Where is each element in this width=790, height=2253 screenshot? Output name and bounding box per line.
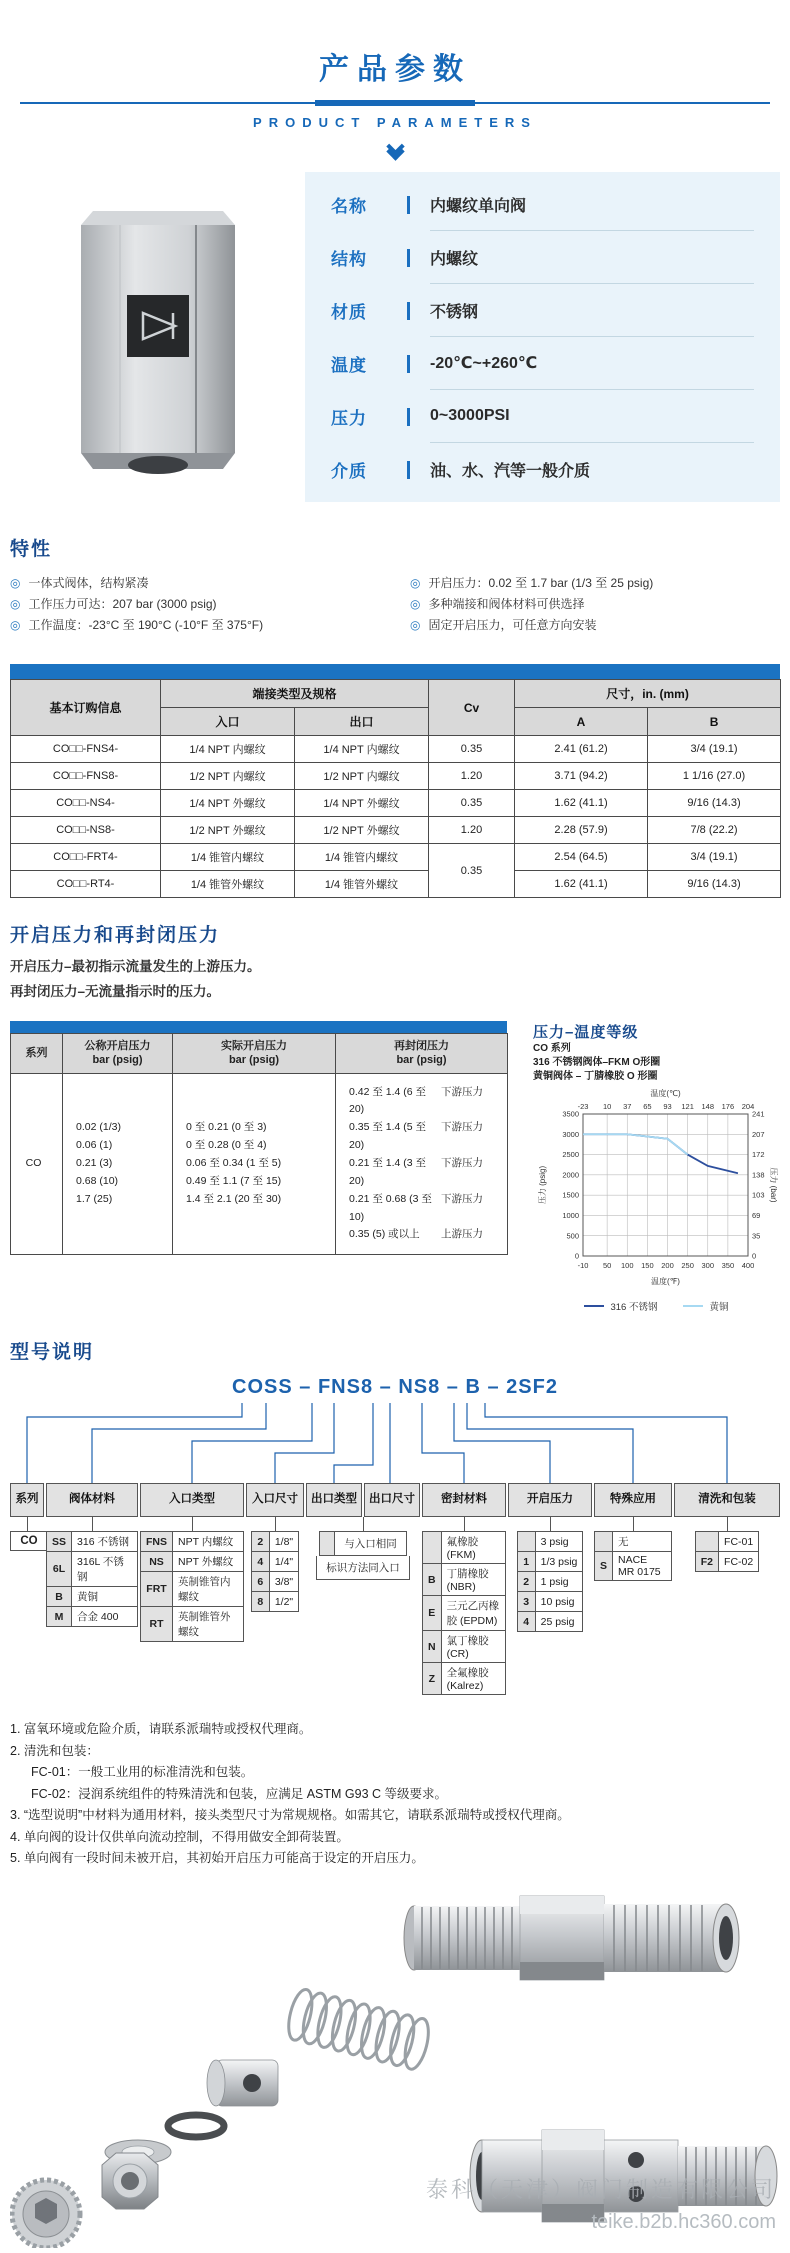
notes-section	[10, 1719, 730, 1870]
svg-text:250: 250	[681, 1261, 694, 1270]
header-cell: Cv	[429, 680, 515, 736]
cell: 1/2 NPT 内螺纹	[161, 763, 295, 790]
bullet-icon: ◎	[410, 597, 421, 611]
feature-item: ◎ 工作温度：-23°C 至 190°C (-10°F 至 375°F)	[10, 615, 410, 636]
chart-plot-area	[533, 1084, 780, 1292]
pressure-table-block	[10, 1021, 507, 1255]
product-overview	[10, 172, 780, 502]
spec-row	[331, 284, 754, 337]
feature-item: ◎ 固定开启压力，可任意方向安装	[410, 615, 653, 636]
table-row	[11, 1073, 508, 1255]
bullet-icon: ◎	[410, 618, 421, 632]
table-row	[11, 790, 781, 817]
header-cell: 出口	[295, 708, 429, 736]
spec-row	[331, 178, 754, 231]
header-cell: A	[515, 708, 648, 736]
svg-text:350: 350	[721, 1261, 735, 1270]
watermark-company: 泰科（天津）阀门制造有限公司	[425, 2176, 776, 2202]
spec-row	[331, 337, 754, 390]
cell: 0.35	[429, 736, 515, 763]
model-code: COSS – FNS8 – NS8 – B – 2SF2	[232, 1376, 558, 1398]
legend-label: 黄铜	[709, 1302, 729, 1313]
svg-text:温度(℃): 温度(℃)	[650, 1089, 681, 1098]
cell: 2.54 (64.5)	[515, 844, 648, 871]
bullet-icon: ◎	[10, 597, 21, 611]
column-header: 出口尺寸	[364, 1483, 420, 1517]
cell: CO	[11, 1073, 63, 1255]
svg-text:100: 100	[621, 1261, 634, 1270]
note-line: 1. 富氧环境或危险介质，请联系派瑞特或授权代理商。	[10, 1722, 312, 1736]
svg-text:207: 207	[752, 1129, 765, 1139]
svg-text:3000: 3000	[562, 1129, 579, 1139]
model-column-outlet	[306, 1483, 420, 1580]
pressure-temperature-chart	[533, 1021, 780, 1313]
bullet-icon: ◎	[10, 576, 21, 590]
header-cell: 公称开启压力 bar (psig)	[63, 1034, 173, 1074]
cell: 1/4 NPT 外螺纹	[161, 790, 295, 817]
svg-text:温度(℉): 温度(℉)	[651, 1277, 680, 1286]
label-bar-icon	[407, 355, 410, 373]
cracking-heading: 开启压力和再封闭压力	[10, 925, 221, 946]
spec-label: 名称	[331, 197, 367, 216]
table-row	[11, 736, 781, 763]
cell: 1/4 NPT 内螺纹	[295, 736, 429, 763]
table-row	[11, 871, 781, 898]
svg-text:10: 10	[602, 1102, 612, 1111]
model-column-series	[10, 1483, 44, 1551]
header-cell: 基本订购信息	[11, 680, 161, 736]
label-bar-icon	[407, 249, 410, 267]
svg-text:35: 35	[752, 1231, 761, 1241]
svg-text:500: 500	[566, 1231, 579, 1241]
note-line: 2. 清洗和包装：	[10, 1743, 99, 1758]
feature-item: ◎ 一体式阀体，结构紧凑	[10, 573, 410, 594]
header-cell: 系列	[11, 1034, 63, 1074]
header-cell: 尺寸，in. (mm)	[515, 680, 781, 708]
svg-text:-10: -10	[577, 1261, 589, 1270]
cell: 1/4 NPT 内螺纹	[161, 736, 295, 763]
svg-text:400: 400	[741, 1261, 755, 1270]
spec-value: 不锈钢	[430, 303, 479, 321]
svg-text:148: 148	[701, 1102, 715, 1111]
cell: 3.71 (94.2)	[515, 763, 648, 790]
spec-value: 油、水、汽等一般介质	[430, 463, 591, 480]
cracking-pressure-section	[10, 920, 780, 1003]
cell: 0.42 至 1.4 (6 至 20) 下游压力 0.35 至 1.4 (5 至 20) 下游压力 0.21 至 1.4 (3 至 20) 下游压力 0.21 至 0.68 (3 至 10) 下游压力 0.35 (5) 或以上 上游压力	[336, 1073, 508, 1255]
product-spec-panel	[305, 172, 780, 502]
product-photo-illustration	[63, 195, 253, 480]
cell: 9/16 (14.3)	[648, 871, 781, 898]
header-cell: 再封闭压力 bar (psig)	[336, 1034, 508, 1074]
spec-value: 内螺纹	[430, 250, 479, 268]
outlet-note-box: 标识方法同入口	[316, 1556, 410, 1580]
svg-text:50: 50	[602, 1261, 612, 1270]
spec-label: 压力	[331, 409, 367, 428]
cell: 1/4 NPT 外螺纹	[295, 790, 429, 817]
model-number-section	[10, 1337, 780, 1695]
cell: 2.28 (57.9)	[515, 817, 648, 844]
ordering-table	[10, 679, 781, 898]
part-threaded-plug	[12, 2180, 80, 2248]
title-divider	[10, 100, 780, 106]
cell: 1 1/16 (27.0)	[648, 763, 781, 790]
svg-text:103: 103	[752, 1190, 765, 1200]
column-header: 阀体材料	[46, 1483, 138, 1517]
spec-value: 0~3000PSI	[430, 407, 510, 424]
cell: CO□□-FNS8-	[11, 763, 161, 790]
column-header: 入口类型	[140, 1483, 244, 1517]
note-line: 5. 单向阀有一段时间未被开启，其初始开启压力可能高于设定的开启压力。	[10, 1851, 424, 1865]
table-row	[11, 763, 781, 790]
cell: 0.35	[429, 844, 515, 898]
svg-text:200: 200	[661, 1261, 674, 1270]
part-threaded-nipple	[404, 1896, 739, 1980]
model-column-inlet-type	[140, 1483, 244, 1642]
svg-text:1000: 1000	[562, 1211, 579, 1221]
spec-label: 介质	[331, 462, 367, 481]
cell: 0.35	[429, 790, 515, 817]
part-poppet	[207, 2060, 278, 2106]
spec-value: -20℃~+260℃	[430, 355, 538, 372]
label-bar-icon	[407, 461, 410, 479]
note-line: FC-01：一般工业用的标准清洗和包装。	[31, 1765, 254, 1779]
legend-line-swatch	[683, 1305, 703, 1307]
svg-text:3500: 3500	[562, 1109, 579, 1119]
product-photo	[10, 172, 305, 502]
cell: 1/4 锥管外螺纹	[295, 871, 429, 898]
table-row	[11, 844, 781, 871]
svg-text:2000: 2000	[562, 1170, 579, 1180]
cell: 2.41 (61.2)	[515, 736, 648, 763]
column-header: 清洗和包装	[674, 1483, 780, 1517]
cell: 0.02 (1/3) 0.06 (1) 0.21 (3) 0.68 (10) 1.7 (25)	[63, 1073, 173, 1255]
features-section	[10, 534, 780, 636]
features-heading: 特性	[10, 539, 53, 560]
spec-label: 材质	[331, 303, 367, 322]
spec-label: 温度	[331, 356, 367, 375]
feature-item: ◎ 工作压力可达：207 bar (3000 psig)	[10, 594, 410, 615]
spec-value: 内螺纹单向阀	[430, 197, 527, 215]
model-column-cleaning-packaging	[674, 1483, 780, 1572]
spec-row	[331, 231, 754, 284]
svg-text:204: 204	[741, 1102, 755, 1111]
cell: 1.20	[429, 763, 515, 790]
cell: 1/2 NPT 外螺纹	[161, 817, 295, 844]
cell: 1/4 锥管外螺纹	[161, 871, 295, 898]
svg-text:150: 150	[641, 1261, 654, 1270]
svg-text:172: 172	[752, 1150, 765, 1160]
column-header: 出口类型	[306, 1483, 362, 1517]
bullet-icon: ◎	[410, 576, 421, 590]
cell: 1/2 NPT 内螺纹	[295, 763, 429, 790]
svg-text:1500: 1500	[562, 1190, 579, 1200]
svg-text:65: 65	[643, 1102, 652, 1111]
page-subtitle: PRODUCT PARAMETERS	[253, 115, 537, 130]
chevron-double-down-icon	[10, 140, 780, 166]
cell: CO□□-RT4-	[11, 871, 161, 898]
chart-legend	[533, 1299, 780, 1313]
spec-row	[331, 443, 754, 496]
legend-label: 316 不锈钢	[610, 1302, 658, 1313]
feature-item: ◎ 多种端接和阀体材料可供选择	[410, 594, 653, 615]
label-bar-icon	[407, 196, 410, 214]
option-table: 2 1/8" 4 1/4" 6 3/8" 8 1/2"	[251, 1531, 299, 1612]
svg-text:0: 0	[574, 1251, 579, 1261]
svg-text:241: 241	[752, 1109, 765, 1119]
cell: 7/8 (22.2)	[648, 817, 781, 844]
chart-title: 压力–温度等级	[533, 1024, 639, 1041]
table-top-bar	[10, 664, 780, 679]
model-column-seal-material	[422, 1483, 506, 1695]
watermark-url: teike.b2b.hc360.com	[591, 2210, 776, 2233]
model-column-special-application	[594, 1483, 672, 1581]
cell: 1.62 (41.1)	[515, 871, 648, 898]
option-table: 无 S NACE MR 0175	[594, 1531, 672, 1581]
svg-text:176: 176	[721, 1102, 735, 1111]
chart-subtitle: 黄铜阀体 – 丁腈橡胶 O 形圈	[533, 1071, 658, 1082]
model-column-body-material	[46, 1483, 138, 1627]
legend-line-swatch	[584, 1305, 604, 1307]
column-header: 密封材料	[422, 1483, 506, 1517]
outlet-same-box: 与入口相同	[319, 1531, 407, 1556]
page-title: 产品参数	[319, 53, 471, 86]
svg-text:93: 93	[663, 1102, 672, 1111]
cell: 1.62 (41.1)	[515, 790, 648, 817]
svg-text:压力 (psig): 压力 (psig)	[538, 1165, 547, 1205]
option-table: FNS NPT 内螺纹 NS NPT 外螺纹 FRT 英制锥管内螺纹 RT 英制锥管外螺纹	[140, 1531, 244, 1642]
chart-subtitle: 316 不锈钢阀体–FKM O形圈	[533, 1057, 661, 1068]
model-column-inlet-size	[246, 1483, 304, 1612]
cell: 1/4 锥管内螺纹	[295, 844, 429, 871]
cell: CO□□-NS4-	[11, 790, 161, 817]
part-spring	[284, 1987, 432, 2071]
model-column-cracking-pressure	[508, 1483, 592, 1632]
page-header	[10, 0, 780, 166]
option-table: 3 psig 1 1/3 psig 2 1 psig 3 10 psig 4 25 psig	[517, 1531, 584, 1632]
column-header: 系列	[10, 1483, 44, 1517]
cell: CO□□-FNS4-	[11, 736, 161, 763]
part-o-ring	[168, 2115, 224, 2137]
column-header: 入口尺寸	[246, 1483, 304, 1517]
option-table: SS 316 不锈钢 6L 316L 不锈钢 B 黄铜 M 合金 400	[46, 1531, 138, 1627]
svg-text:压力 (bar): 压力 (bar)	[769, 1167, 778, 1203]
cell: 1/4 锥管内螺纹	[161, 844, 295, 871]
cell: 9/16 (14.3)	[648, 790, 781, 817]
svg-text:69: 69	[752, 1211, 761, 1221]
svg-text:121: 121	[681, 1102, 694, 1111]
cell: CO□□-FRT4-	[11, 844, 161, 871]
part-hex-nut	[102, 2153, 158, 2209]
model-heading: 型号说明	[10, 1342, 95, 1363]
label-bar-icon	[407, 302, 410, 320]
option-code: CO	[10, 1531, 48, 1551]
header-cell: 入口	[161, 708, 295, 736]
exploded-view-block	[10, 1876, 780, 2248]
label-bar-icon	[407, 408, 410, 426]
option-table: FC-01 F2 FC-02	[695, 1531, 759, 1572]
svg-text:138: 138	[752, 1170, 765, 1180]
cell: 1/2 NPT 外螺纹	[295, 817, 429, 844]
column-header: 特殊应用	[594, 1483, 672, 1517]
header-cell: 端接类型及规格	[161, 680, 429, 708]
model-code-connector-lines	[10, 1401, 780, 1483]
table-top-bar	[10, 1021, 507, 1033]
cell: 3/4 (19.1)	[648, 844, 781, 871]
cell: 1.20	[429, 817, 515, 844]
divider-center-bar	[315, 100, 475, 106]
svg-text:2500: 2500	[562, 1150, 579, 1160]
table-row	[11, 817, 781, 844]
note-line: FC-02：浸润系统组件的特殊清洗和包装，应满足 ASTM G93 C 等级要求。	[31, 1786, 447, 1801]
feature-item: ◎ 开启压力：0.02 至 1.7 bar (1/3 至 25 psig)	[410, 573, 653, 594]
spec-row	[331, 390, 754, 443]
column-header: 开启压力	[508, 1483, 592, 1517]
pressure-table	[10, 1033, 508, 1255]
svg-text:0: 0	[752, 1251, 757, 1261]
cracking-line: 再封闭压力–无流量指示时的压力。	[10, 984, 221, 999]
spec-label: 结构	[331, 250, 367, 269]
option-table: 氟橡胶 (FKM) B 丁腈橡胶 (NBR) E 三元乙丙橡胶 (EPDM) N 氯丁橡胶 (CR) Z 全氟橡胶 (Kalrez)	[422, 1531, 506, 1695]
bullet-icon: ◎	[10, 618, 21, 632]
note-line: 3. “选型说明”中材料为通用材料，接头类型尺寸为常规规格。如需其它，请联系派瑞特或授权代理商。	[10, 1808, 570, 1822]
cracking-line: 开启压力–最初指示流量发生的上游压力。	[10, 959, 261, 974]
chart-subtitle: CO 系列	[533, 1043, 571, 1054]
cell: 0 至 0.21 (0 至 3) 0 至 0.28 (0 至 4) 0.06 至 0.34 (1 至 5) 0.49 至 1.1 (7 至 15) 1.4 至 2.1 (20 至 30)	[173, 1073, 336, 1255]
legend-item	[584, 1299, 657, 1313]
cell: 3/4 (19.1)	[648, 736, 781, 763]
header-cell: 实际开启压力 bar (psig)	[173, 1034, 336, 1074]
legend-item	[683, 1299, 728, 1313]
svg-text:-23: -23	[577, 1102, 589, 1111]
note-line: 4. 单向阀的设计仅供单向流动控制，不得用做安全卸荷装置。	[10, 1829, 349, 1844]
header-cell: B	[648, 708, 781, 736]
svg-text:37: 37	[623, 1102, 632, 1111]
cell: CO□□-NS8-	[11, 817, 161, 844]
svg-text:300: 300	[701, 1261, 715, 1270]
